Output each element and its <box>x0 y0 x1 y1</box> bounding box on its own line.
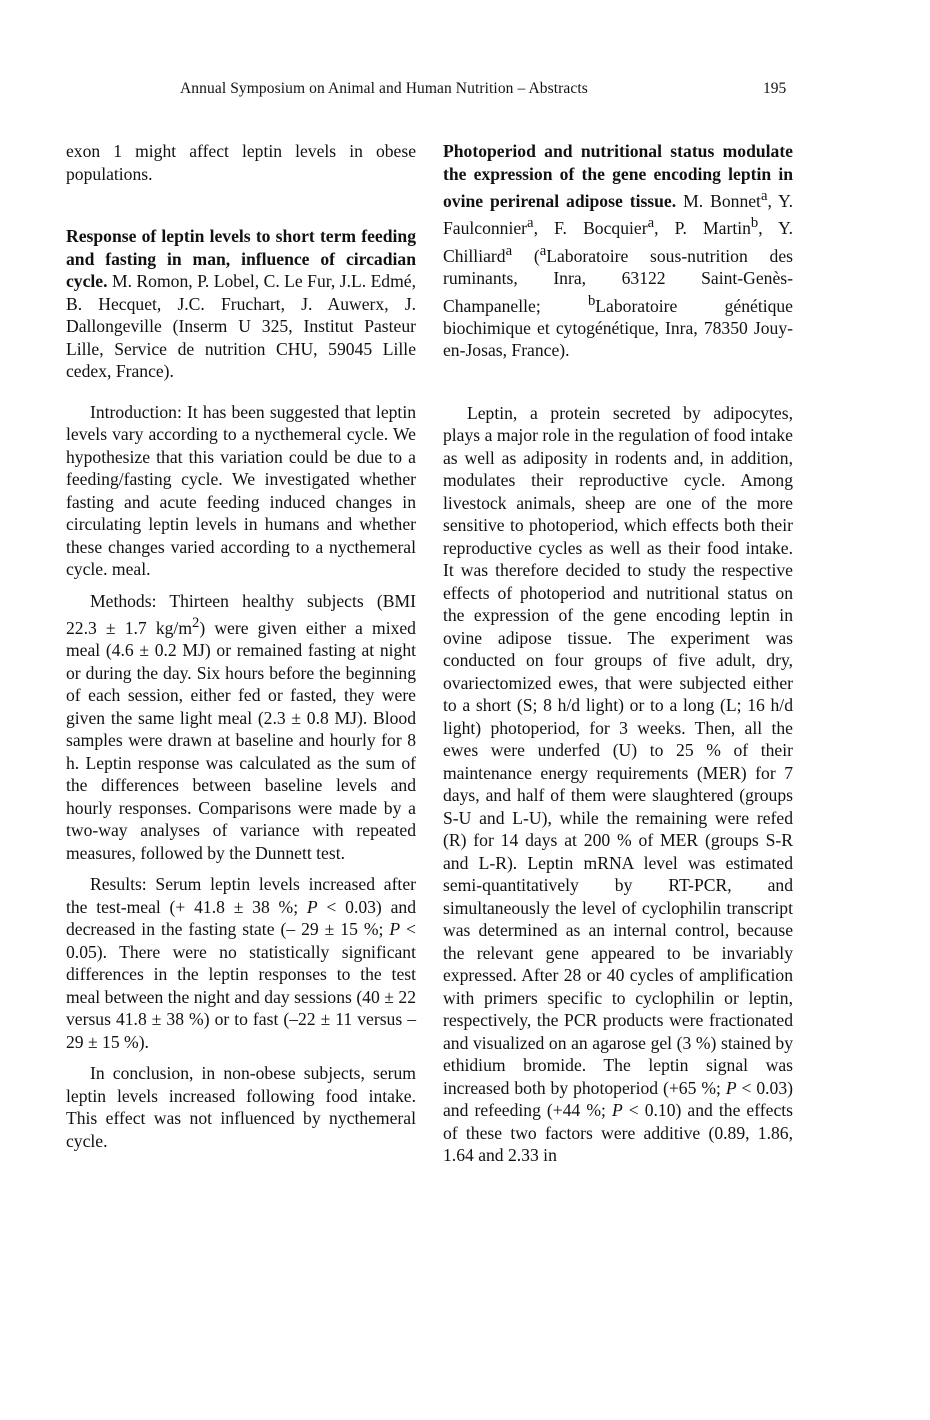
author-sup-a1: a <box>760 188 768 204</box>
author-text-5: , Y. Chilliard <box>443 218 793 266</box>
continuation-paragraph: exon 1 might affect leptin levels in obese populations. <box>66 141 416 184</box>
abstract-heading-right <box>443 140 793 362</box>
results-text-3: < 0.05). There were no statistically significant differences in the leptin responses to the test meal between the night and day sessions (40 ± 22 versus 41.8 ± 38 %) or to fast (–22 ± 11 versus –29 ± 15 %). <box>66 919 416 1052</box>
running-head: Annual Symposium on Animal and Human Nutrition – Abstracts <box>180 80 588 97</box>
results-p-symbol-2: P <box>389 919 401 940</box>
author-text-1: M. Bonnet <box>676 190 761 211</box>
conclusion-paragraph: In conclusion, in non-obese subjects, serum leptin levels increased following food intake. This effect was not influenced by nycthemeral cycle. <box>66 1063 416 1151</box>
right-column <box>443 140 793 1167</box>
author-text-3: , F. Bocquier <box>533 218 648 239</box>
methods-superscript: 2 <box>192 615 200 631</box>
body-text-1: Leptin, a protein secreted by adipocytes, plays a major role in the regulation of food intake as well as adiposity in rodents and, in addition, modulates their reproductive cycle. Among livestock animals, sheep are one of the more sensitive to photoperiod, which effects both their reproductive cycles as well as their food intake. It was therefore decided to study the respective effects of photoperiod and nutritional status on the expression of the gene encoding leptin in ovine adipose tissue. The experiment was conducted on four groups of five adult, dry, ovariectomized ewes, that were subjected either to a short (S; 8 h/d light) or to a long (L; 16 h/d light) photoperiod, for 3 weeks. Then, all the ewes were underfed (U) to 25 % of their maintenance energy requirements (MER) for 7 days, and half of them were slaughtered (groups S-U and L-U), while the remaining were refed (R) for 14 days at 200 % of MER (groups S-R and L-R). Leptin mRNA level was estimated semi-quantitatively by RT-PCR, and simultaneously the level of cyclophilin transcript was determined as an internal control, because the relevant gene appeared to be invariably expressed. After 28 or 40 cycles of amplification with primers specific to cyclophilin or leptin, respectively, the PCR products were fractionated and visualized on an agarose gel (3 %) stained by ethidium bromide. The leptin signal was increased both by photoperiod (+65 %; <box>443 402 793 1098</box>
methods-text-2: ) were given either a mixed meal (4.6 ± 0.2 MJ) or remained fasting at night or during the day. Six hours before the beginning of each session, either fed or fasted, they were given the same light meal (2.3 ± 0.8 MJ). Blood samples were drawn at baseline and hourly for 8 h. Leptin response was calculated as the sum of the differences between baseline levels and hourly responses. Comparisons were made by a two-way analyses of variance with repeated measures, followed by the Dunnett test. <box>66 617 416 863</box>
methods-paragraph <box>66 590 416 865</box>
body-p-symbol-2: P <box>611 1100 623 1121</box>
abstract-title-right: Photoperiod and nutritional status modulate the expression of the gene encoding leptin in ovine perirenal adipose tissue. <box>443 141 793 211</box>
author-text-2: , Y. Faulconnier <box>443 190 793 239</box>
author-sup-a2: a <box>527 215 534 232</box>
body-p-symbol-1: P <box>725 1077 737 1098</box>
body-paragraph-right <box>443 402 793 1167</box>
author-sup-a4: a <box>505 242 513 259</box>
abstract-authors: M. Romon, P. Lobel, C. Le Fur, J.L. Edmé, B. Hecquet, J.C. Fruchart, J. Auwerx, J. Dallongeville (Inserm U 325, Institut Pasteur Lille, Service de nutrition CHU, 59045 Lille cedex, France). <box>66 271 416 381</box>
author-text-4: , P. Martin <box>654 218 751 239</box>
results-p-symbol-1: P <box>306 896 318 917</box>
abstract-title: Response of leptin levels to short term feeding and fasting in man, influence of circadian cycle. <box>66 226 416 291</box>
results-paragraph <box>66 873 416 1053</box>
affiliation-text-2: Laboratoire génétique biochimique et cytogénétique, Inra, 78350 Jouy-en-Josas, France). <box>443 295 793 361</box>
abstract-heading <box>66 225 416 383</box>
results-text-1: Results: Serum leptin levels increased after the test-meal (+ 41.8 ± 38 %; <box>66 874 416 917</box>
left-column <box>66 140 416 1152</box>
body-text-3: < 0.10) and the effects of these two factors were additive (0.89, 1.86, 1.64 and 2.33 in <box>443 1100 793 1166</box>
introduction-paragraph: Introduction: It has been suggested that leptin levels vary according to a nycthemeral cycle. We hypothesize that this variation could be due to a feeding/fasting cycle. We investigated whether fasting and acute feeding induced changes in circulating leptin levels in humans and whether these changes varied according to a nycthemeral cycle. meal. <box>66 401 416 579</box>
page-number: 195 <box>763 80 787 97</box>
affiliation-text-1: Laboratoire sous-nutrition des ruminants, Inra, 63122 Saint-Genès-Champanelle; <box>443 245 793 316</box>
affiliation-sup-b: b <box>587 292 596 309</box>
author-text-6: ( <box>512 245 540 266</box>
affiliation-sup-a: a <box>539 242 547 259</box>
results-text-2: < 0.03) and decreased in the fasting state (– 29 ± 15 %; <box>66 896 416 940</box>
author-sup-b1: b <box>750 215 759 232</box>
body-text-2: < 0.03) and refeeding (+44 %; <box>443 1077 793 1121</box>
methods-text-1: Methods: Thirteen healthy subjects (BMI 22.3 ± 1.7 kg/m <box>66 590 416 638</box>
author-sup-a3: a <box>647 215 655 232</box>
